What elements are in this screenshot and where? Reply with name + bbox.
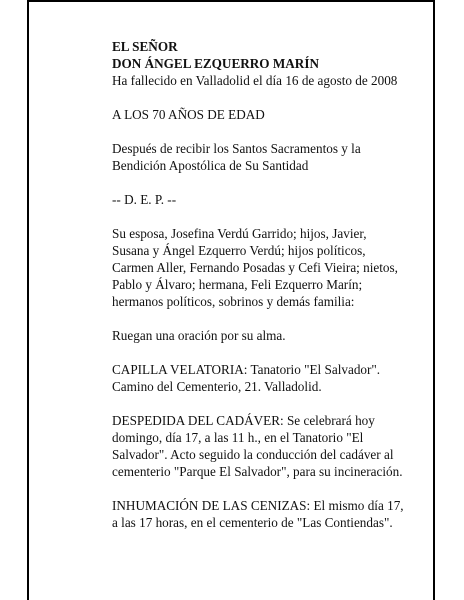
name-line-1: EL SEÑOR — [112, 39, 178, 54]
rip-line: -- D. E. P. -- — [112, 192, 177, 207]
age-line: A LOS 70 AÑOS DE EDAD — [112, 107, 265, 122]
family-line: hermanos políticos, sobrinos y demás familia: — [112, 294, 355, 309]
chapel-line: CAPILLA VELATORIA: Tanatorio "El Salvador". — [112, 362, 381, 377]
family-line: Pablo y Álvaro; hermana, Feli Ezquerro Marín; — [112, 277, 363, 292]
farewell-line: DESPEDIDA DEL CADÁVER: Se celebrará hoy — [112, 413, 375, 428]
burial-line: INHUMACIÓN DE LAS CENIZAS: El mismo día 17, — [112, 498, 404, 513]
sacraments-line: Después de recibir los Santos Sacramentos y la — [112, 141, 361, 156]
farewell-line: cementerio "Parque El Salvador", para su incineración. — [112, 464, 403, 479]
farewell-line: Salvador". Acto seguido la conducción del cadáver al — [112, 447, 394, 462]
family-line: Carmen Aller, Fernando Posadas y Cefi Vieira; nietos, — [112, 260, 398, 275]
farewell-line: domingo, día 17, a las 11 h., en el Tanatorio "El — [112, 430, 364, 445]
family-line: Su esposa, Josefina Verdú Garrido; hijos, Javier, — [112, 226, 367, 241]
death-line: Ha fallecido en Valladolid el día 16 de agosto de 2008 — [112, 73, 398, 88]
prayer-line: Ruegan una oración por su alma. — [112, 328, 286, 343]
sacraments-line: Bendición Apostólica de Su Santidad — [112, 158, 309, 173]
chapel-line: Camino del Cementerio, 21. Valladolid. — [112, 379, 322, 394]
burial-line: a las 17 horas, en el cementerio de "Las Contiendas". — [112, 515, 393, 530]
name-line-2: DON ÁNGEL EZQUERRO MARÍN — [112, 56, 319, 71]
family-line: Susana y Ángel Ezquerro Verdú; hijos políticos, — [112, 243, 366, 258]
obituary-text — [112, 38, 432, 531]
